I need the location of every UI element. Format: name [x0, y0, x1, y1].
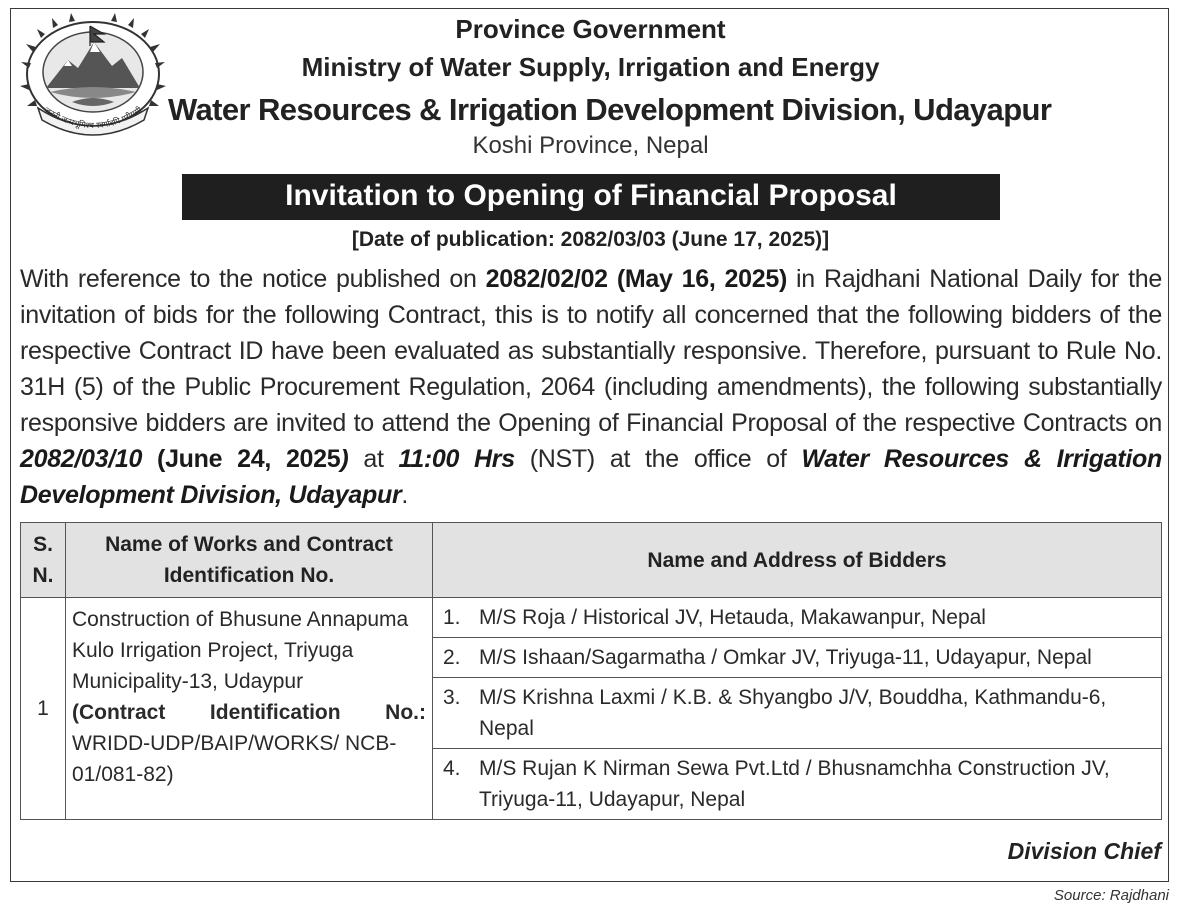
- contract-id-label: (Contract Identification No.:: [72, 701, 426, 724]
- bidder-number: 3.: [443, 686, 461, 709]
- contract-id: WRIDD-UDP/BAIP/WORKS/ NCB-01/081-82): [72, 732, 397, 786]
- notice-title: Invitation to Opening of Financial Proposal: [182, 174, 1000, 220]
- sn-header-line2: N.: [32, 564, 54, 587]
- sn-header: [21, 523, 66, 598]
- works-header-line2: Identification No.: [163, 564, 335, 587]
- table-row: [21, 598, 1162, 638]
- bidder-cell: [433, 598, 1162, 638]
- bidder-cell: [433, 638, 1162, 678]
- publication-date: [Date of publication: 2082/03/03 (June 17, 2025)]: [351, 228, 830, 251]
- office-name: Water Resources & Irrigation Development Division, Udayapur: [20, 445, 1162, 509]
- source-credit: Source: Rajdhani: [1053, 887, 1169, 904]
- body-part-1: With reference to the notice published on: [20, 265, 486, 293]
- body-part-4: (NST) at the office of: [514, 445, 802, 473]
- work-cell: [66, 598, 433, 820]
- works-header-line1: Name of Works and Contract: [105, 533, 393, 556]
- opening-time: 11:00 Hrs: [398, 445, 515, 473]
- bidder-number: 4.: [443, 757, 461, 780]
- bidder-number: 2.: [443, 646, 461, 669]
- bidder-number: 1.: [443, 606, 461, 629]
- opening-date-english: (June 24, 2025: [142, 445, 341, 473]
- signature-division-chief: Division Chief: [1007, 838, 1161, 864]
- works-header: [66, 523, 433, 598]
- table-header-row: [21, 523, 1162, 598]
- row-sn: 1: [21, 598, 66, 820]
- bidders-header: Name and Address of Bidders: [433, 523, 1162, 598]
- province-government-title: Province Government: [455, 14, 726, 44]
- body-part-3: at: [348, 445, 399, 473]
- emblem-caption: जननी जन्मभूमिश्च स्वर्गादपि गरीयसी: [42, 105, 144, 131]
- bidders-table: [20, 522, 1162, 820]
- province-location: Koshi Province, Nepal: [472, 132, 709, 159]
- opening-date-close: ): [340, 445, 349, 473]
- bidder-name: M/S Krishna Laxmi / K.B. & Shyangbo J/V, Bouddha, Kathmandu-6, Nepal: [479, 686, 1107, 740]
- reference-date: 2082/02/02 (May 16, 2025): [485, 265, 787, 293]
- body-part-5: .: [401, 481, 409, 509]
- ministry-title: Ministry of Water Supply, Irrigation and Energy: [301, 52, 880, 82]
- bidder-name: M/S Rujan K Nirman Sewa Pvt.Ltd / Bhusnamchha Construction JV, Triyuga-11, Udayapur, Nepal: [479, 757, 1110, 811]
- bidder-cell: [433, 678, 1162, 749]
- bidder-cell: [433, 749, 1162, 820]
- bidder-name: M/S Ishaan/Sagarmatha / Omkar JV, Triyuga-11, Udayapur, Nepal: [479, 646, 1092, 669]
- bidder-name: M/S Roja / Historical JV, Hetauda, Makawanpur, Nepal: [479, 606, 986, 629]
- body-part-2: in Rajdhani National Daily for the invitation of bids for the following Contract, this is to notify all concerned that the following bidders of the respective Contract ID have been evaluated as substantially responsive. Therefore, pursuant to Rule No. 31H (5) of the Public Procurement Regulation, 2064 (including amendments), the following substantially responsive bidders are invited to attend the Opening of Financial Proposal of the respective Contracts on: [20, 265, 1162, 437]
- opening-date: 2082/03/10: [20, 445, 143, 473]
- work-name: Construction of Bhusune Annapuma Kulo Irrigation Project, Triyuga Municipality-13, Udaypur: [72, 608, 409, 693]
- division-title: Water Resources & Irrigation Development Division, Udayapur: [168, 92, 1052, 127]
- sn-header-line1: S.: [33, 533, 53, 556]
- notice-body: [20, 261, 1162, 513]
